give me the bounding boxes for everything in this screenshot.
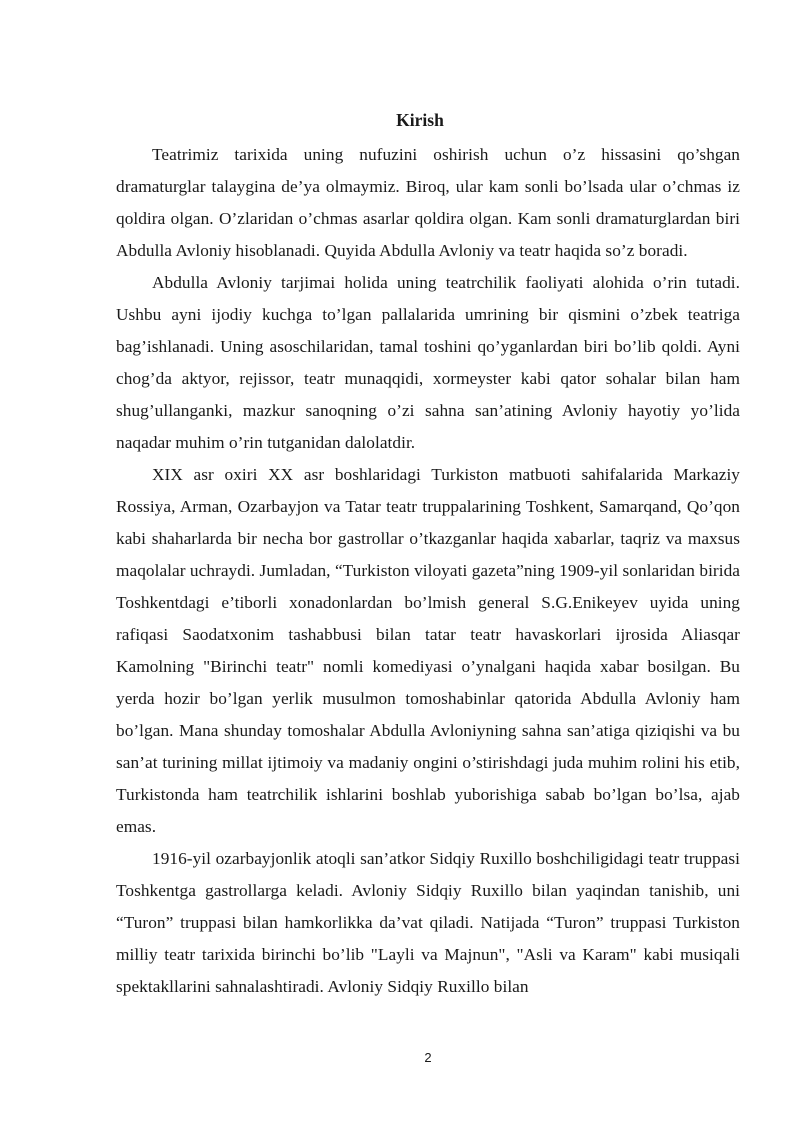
paragraph-4: 1916-yil ozarbayjonlik atoqli san’atkor Sidqiy Ruxillo boshchiligidagi teatr truppasi Toshkentga gastrollarga keladi. Avloniy Sidqiy Ruxillo bilan yaqindan tanishib, uni “Turon” truppasi bilan hamkorlikka da’vat qiladi. Natijada “Turon” truppasi Turkiston milliy teatr tarixida birinchi bo’lib "Layli va Majnun", "Asli va Karam" kabi musiqali spektakllarini sahnalashtiradi. Avloniy Sidqiy Ruxillo bilan bbox=[116, 849, 740, 996]
body-text bbox=[116, 139, 740, 1003]
paragraph-2: Abdulla Avloniy tarjimai holida uning teatrchilik faoliyati alohida o’rin tutadi. Ushbu ayni ijodiy kuchga to’lgan pallalarida umrining bir qismini o’zbek teatriga bag’ishlanadi. Uning asoschilaridan, tamal toshini qo’yganlardan biri bo’lib qoldi. Ayni chog’da aktyor, rejissor, teatr munaqqidi, xormeyster kabi qator sohalar bilan ham shug’ullanganki, mazkur sanoqning o’zi sahna san’atining Avloniy hayotiy yo’lida naqadar muhim o’rin tutganidan dalolatdir. bbox=[116, 273, 740, 452]
paragraph-1: Teatrimiz tarixida uning nufuzini oshirish uchun o’z hissasini qo’shgan dramaturglar talaygina de’ya olmaymiz. Biroq, ular kam sonli bo’lsada ular o’chmas iz qoldira olgan. O’zlaridan o’chmas asarlar qoldira olgan. Kam sonli dramaturglardan biri Abdulla Avloniy hisoblanadi. Quyida Abdulla Avloniy va teatr haqida so’z boradi. bbox=[116, 145, 740, 260]
paragraph-3: XIX asr oxiri XX asr boshlaridagi Turkiston matbuoti sahifalarida Markaziy Rossiya, Arman, Ozarbayjon va Tatar teatr truppalarining Toshkent, Samarqand, Qo’qon kabi shaharlarda bir necha bor gastrollar o’tkazganlar haqida xabarlar, taqriz va maxsus maqolalar uchraydi. Jumladan, “Turkiston viloyati gazeta”ning 1909-yil sonlaridan birida Toshkentdagi e’tiborli xonadonlardan bo’lmish general S.G.Enikeyev uyida uning rafiqasi Saodatxonim tashabbusi bilan tatar teatr havaskorlari ijrosida Aliasqar Kamolning "Birinchi teatr" nomli komediyasi o’ynalgani haqida xabar bosilgan. Bu yerda hozir bo’lgan yerlik musulmon tomoshabinlar qatorida Abdulla Avloniy ham bo’lgan. Mana shunday tomoshalar Abdulla Avloniyning sahna san’atiga qiziqishi va bu san’at turining millat ijtimoiy va madaniy ongini o’stirishdagi juda muhim rolini his etib, Turkistonda ham teatrchilik ishlarini boshlab yuborishiga sabab bo’lgan bo’lsa, ajab emas. bbox=[116, 465, 740, 836]
section-heading: Kirish bbox=[396, 110, 444, 130]
page-number: 2 bbox=[424, 1050, 432, 1065]
